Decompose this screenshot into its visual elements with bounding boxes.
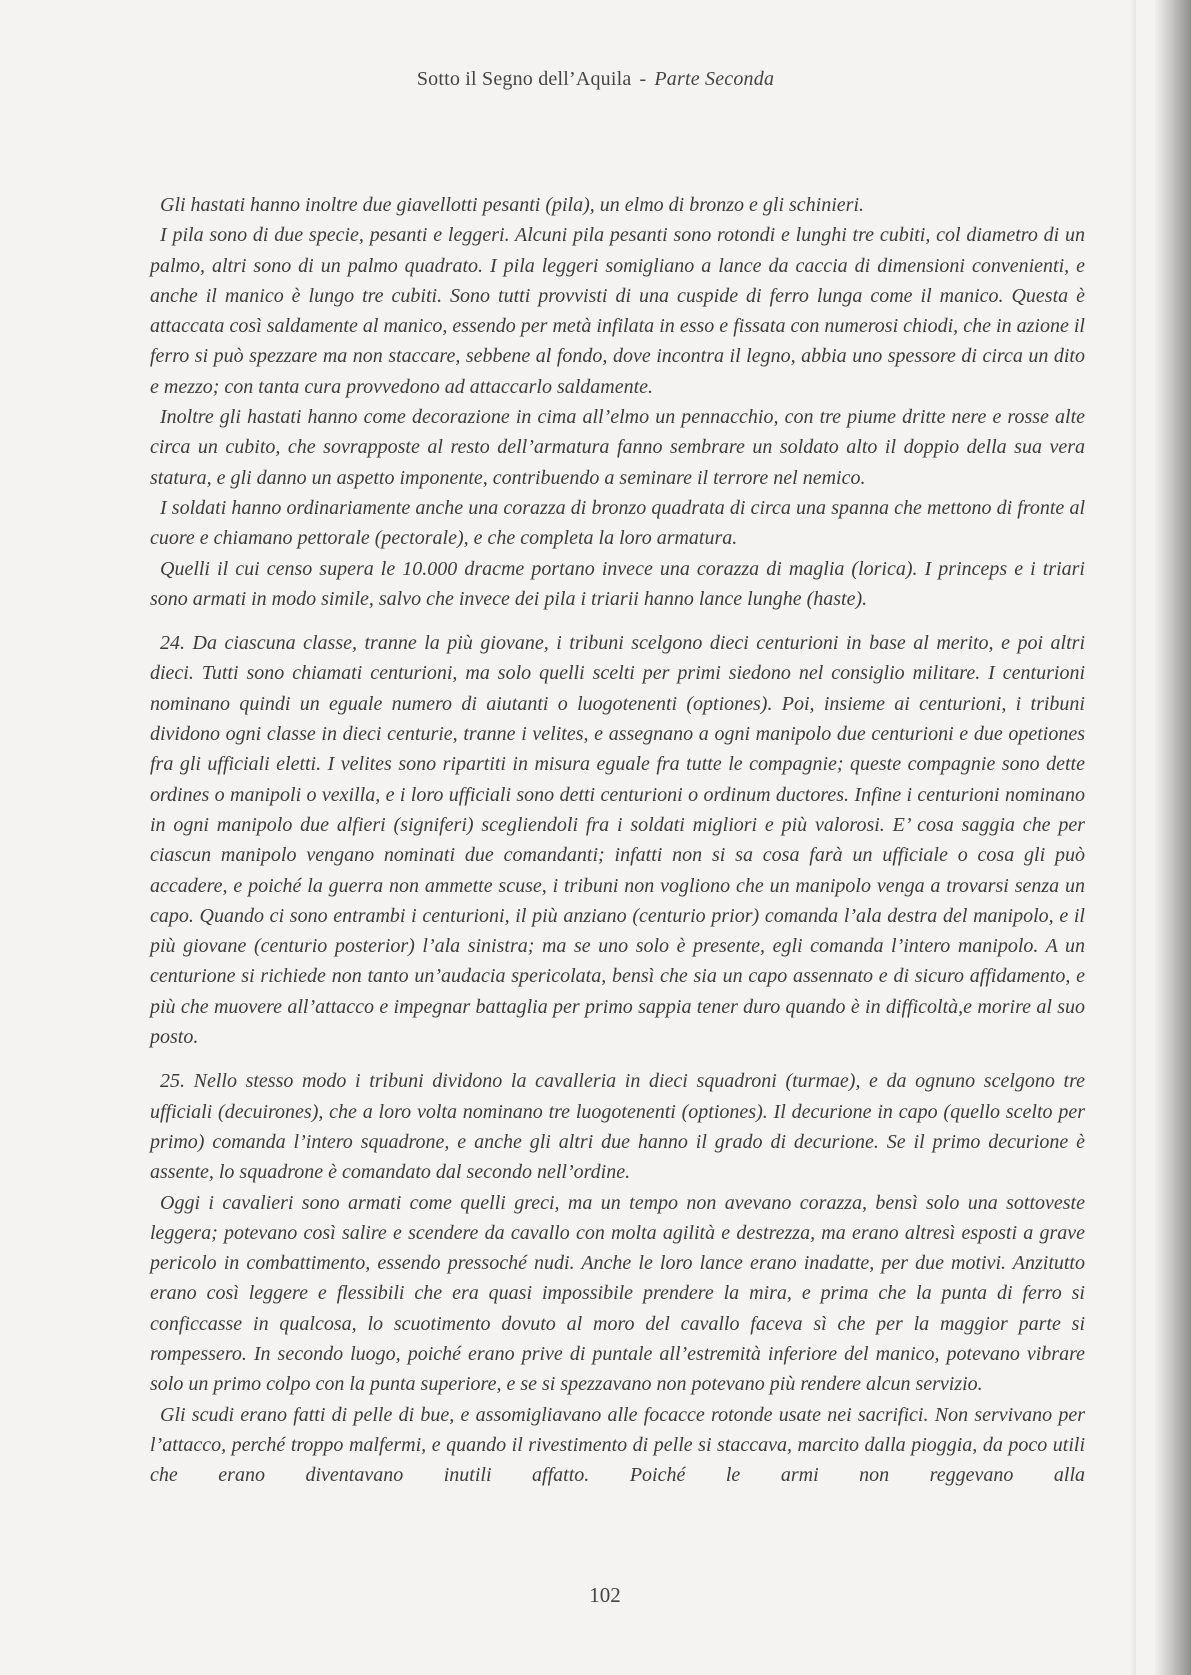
paragraph: I pila sono di due specie, pesanti e leggeri. Alcuni pila pesanti sono rotondi e lunghi tre cubiti, col diametro di un palmo, altri sono di un palmo quadrato. I pila leggeri somigliano a lance da caccia di dimensioni convenienti, e anche il manico è lungo tre cubiti. Sono tutti provvisti di una cuspide di ferro lunga come il manico. Questa è attaccata così saldamente al manico, essendo per metà infilata in esso e fissata con numerosi chiodi, che in azione il ferro si può spezzare ma non staccare, sebbene al fondo, dove incontra il legno, abbia uno spessore di circa un dito e mezzo; con tanta cura provvedono ad attaccarlo saldamente. xyxy=(150,224,1085,398)
paragraph-section-25: 25. Nello stesso modo i tribuni dividono la cavalleria in dieci squadroni (turmae), e da ognuno scelgono tre ufficiali (decuirones), che a loro volta nominano tre luogotenenti (optiones). Il decurione in capo (quello scelto per primo) comanda l’intero squadrone, e anche gli altri due hanno il grado di decurione. Se il primo decurione è assente, lo squadrone è comandato dal secondo nell’ordine. xyxy=(150,1070,1085,1184)
binding-shadow xyxy=(1155,0,1191,1675)
page-number: 102 xyxy=(589,1583,621,1607)
paragraph: Inoltre gli hastati hanno come decorazione in cima all’elmo un pennacchio, con tre piume dritte nere e rosse alte circa un cubito, che sovrapposte al resto dell’armatura fanno sembrare un soldato alto il doppio della sua vera statura, e gli danno un aspetto imponente, contribuendo a seminare il terrore nel nemico. xyxy=(150,406,1085,489)
page-edge-shadow xyxy=(1130,0,1136,1675)
paragraph: Gli hastati hanno inoltre due giavellotti pesanti (pila), un elmo di bronzo e gli schinieri. xyxy=(160,194,865,216)
paragraph: I soldati hanno ordinariamente anche una corazza di bronzo quadrata di circa una spanna che mettono di fronte al cuore e chiamano pettorale (pectorale), e che completa la loro armatura. xyxy=(150,496,1085,550)
paragraph: Quelli il cui censo supera le 10.000 dracme portano invece una corazza di maglia (lorica). I princeps e i triari sono armati in modo simile, salvo che invece dei pila i triarii hanno lance lunghe (haste). xyxy=(150,557,1085,610)
running-header xyxy=(0,68,1191,91)
paragraph: Oggi i cavalieri sono armati come quelli greci, ma un tempo non avevano corazza, bensì solo una sottoveste leggera; potevano così salire e scendere da cavallo con molta agilità e destrezza, ma erano altresì esposti a grave pericolo in combattimento, essendo pressoché nudi. Anche le loro lance erano inadatte, per due motivi. Anzitutto erano così leggere e flessibili che era quasi impossibile prendere la mira, e prima che la punta di ferro si conficcasse in qualcosa, lo scuotimento dovuto al moro del cavallo faceva sì che per la maggior parte si rompessero. In secondo luogo, poiché erano prive di puntale all’estremità inferiore del manico, potevano vibrare solo un primo colpo con la punta superiore, e se si spezzavano non potevano più rendere alcun servizio. xyxy=(150,1191,1085,1396)
header-separator: - xyxy=(639,68,647,90)
paragraph: Gli scudi erano fatti di pelle di bue, e assomigliavano alle focacce rotonde usate nei sacrifici. Non servivano per l’attacco, perché troppo malfermi, e quando il rivestimento di pelle si staccava, marcito dalla pioggia, da poco utili che erano diventavano inutili affatto. Poiché le armi non reggevano alla xyxy=(150,1403,1085,1487)
part-title: Parte Seconda xyxy=(654,68,775,90)
body-text xyxy=(150,190,1085,1490)
paragraph-section-24: 24. Da ciascuna classe, tranne la più giovane, i tribuni scelgono dieci centurioni in base al merito, e poi altri dieci. Tutti sono chiamati centurioni, ma solo quelli scelti per primi siedono nel consiglio militare. I centurioni nominano quindi un eguale numero di aiutanti o luogotenenti (optiones). Poi, insieme ai centurioni, i tribuni dividono ogni classe in dieci centurie, tranne i velites, e assegnano a ogni manipolo due centurioni e due opetiones fra gli ufficiali eletti. I velites sono ripartiti in misura eguale fra tutte le compagnie; queste compagnie sono dette ordines o manipoli o vexilla, e i loro ufficiali sono detti centurioni o ordinum ductores. Infine i centurioni nominano in ogni manipolo due alfieri (signiferi) scegliendoli fra i soldati migliori e più valorosi. E’ cosa saggia che per ciascun manipolo vengano nominati due comandanti; infatti non si sa cosa farà un ufficiale o cosa gli può accadere, e poiché la guerra non ammette scuse, i tribuni non vogliono che un manipolo venga a trovarsi senza un capo. Quando ci sono entrambi i centurioni, il più anziano (centurio prior) comanda l’ala destra del manipolo, e il più giovane (centurio posterior) l’ala sinistra; ma se uno solo è presente, egli comanda l’intero manipolo. A un centurione si richiede non tanto un’audacia spericolata, bensì che sia un capo assennato e di sicuro affidamento, e più che muovere all’attacco e impegnar battaglia per primo sappia tener duro quando è in difficoltà,e morire al suo posto. xyxy=(150,632,1085,1049)
book-title: Sotto il Segno dell’Aquila xyxy=(416,68,632,90)
